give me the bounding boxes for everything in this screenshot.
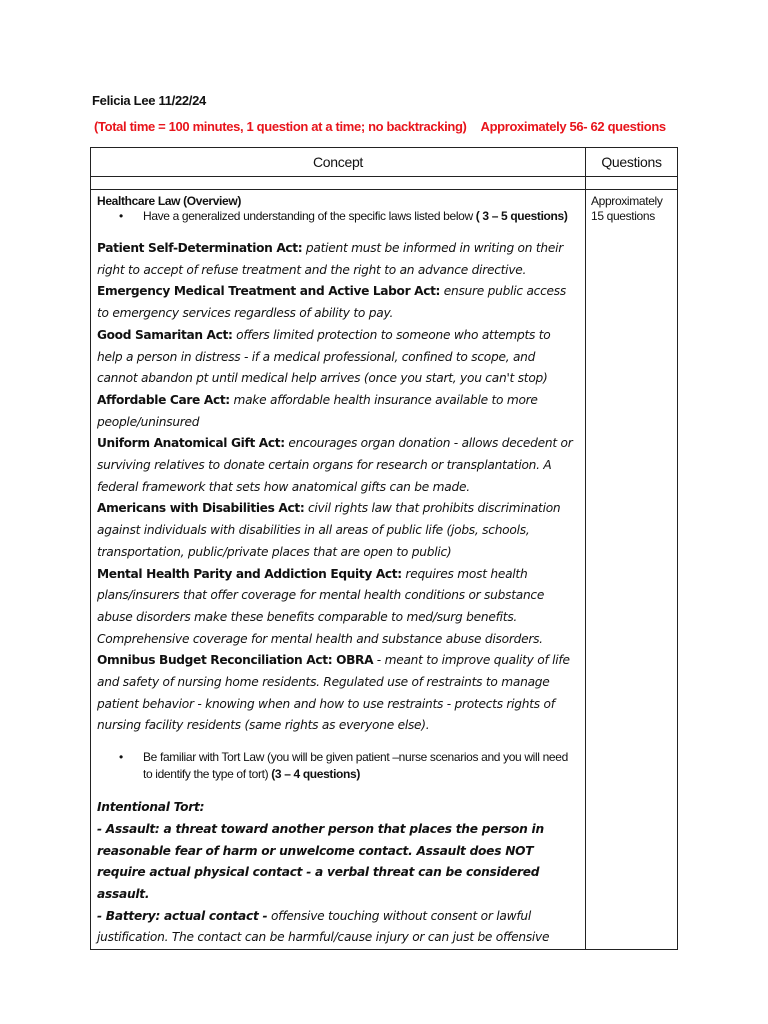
law-description: requires most health plans/insurers that offer coverage for mental health conditions or substance abuse disorders make these benefits comparable to med/surg benefits. Comprehensive coverage for mental health and substance abuse disorders. <box>97 566 545 646</box>
law-name: Americans with Disabilities Act: <box>97 501 305 516</box>
law-name: Affordable Care Act: <box>97 392 230 407</box>
law-description: ensure public access to emergency services regardless of ability to pay. <box>97 284 567 321</box>
exam-info <box>94 119 666 134</box>
law-entry <box>97 433 579 498</box>
questions-cell: Approximately 15 questions <box>586 190 678 950</box>
law-name: Patient Self-Determination Act: <box>97 241 303 255</box>
law-description: patient must be informed in writing on their right to accept of refuse treatment and the right to an advance directive. <box>97 241 564 277</box>
law-description: encourages organ donation - allows decedent or surviving relatives to donate certain organs for research or transplantation. A federal framework that sets how anatomical gifts can be made. <box>97 436 573 494</box>
author-date: Felicia Lee 11/22/24 <box>92 93 206 108</box>
law-description: civil rights law that prohibits discrimination against individuals with disabilities in all areas of public life (jobs, schools, transportation, public/private places that are open to public) <box>97 501 561 559</box>
bullet-dot-icon: • <box>119 209 123 223</box>
law-description: - meant to improve quality of life and safety of nursing home residents. Regulated use of restraints to manage patient behavior - knowing when and how to use restraints - protects rights of nursing facility residents (same rights as everyone else). <box>97 653 570 733</box>
table-header-row <box>91 148 678 177</box>
bullet-dot-icon: • <box>119 750 123 765</box>
assault-definition: - Assault: a threat toward another person that places the person in reasonable fear of harm or unwelcome contact. Assault does NOT require actual physical contact - a verbal threat can be considered assault. <box>97 821 544 901</box>
law-description: make affordable health insurance available to more people/uninsured <box>97 392 538 429</box>
topic-heading: Healthcare Law (Overview) <box>97 194 241 208</box>
battery-definition: - Battery: actual contact - offensive touching without consent or lawful justification. The contact can be harmful/cause injury or can just be offensive <box>97 908 550 945</box>
concept-table <box>90 147 678 950</box>
time-info: (Total time = 100 minutes, 1 question at a time; no backtracking) <box>94 119 467 134</box>
law-entry <box>97 564 579 651</box>
table-row <box>91 190 678 950</box>
law-entry <box>97 281 579 324</box>
question-count: Approximately 56- 62 questions <box>480 119 666 134</box>
law-name: Good Samaritan Act: <box>97 327 233 342</box>
law-name: Uniform Anatomical Gift Act: <box>97 436 285 451</box>
law-name: Mental Health Parity and Addiction Equity Act: <box>97 566 402 581</box>
tort-section <box>97 797 579 949</box>
law-description: offers limited protection to someone who attempts to help a person in distress - if a medical professional, confined to scope, and cannot abandon pt until medical help arrives (once you start, you can't stop) <box>97 327 551 386</box>
spacer-row <box>91 177 678 190</box>
law-entry <box>97 238 579 281</box>
law-entry <box>97 390 579 433</box>
law-entry <box>97 325 579 390</box>
column-header-questions: Questions <box>586 148 678 177</box>
tort-heading: Intentional Tort: <box>97 800 205 815</box>
law-list <box>97 238 579 737</box>
list-item: • Be familiar with Tort Law (you will be given patient –nurse scenarios and you will need to identify the type of tort) (3 – 4 questions) <box>119 750 568 782</box>
law-entry <box>97 498 579 563</box>
law-entry <box>97 650 579 737</box>
law-name: Omnibus Budget Reconciliation Act: OBRA <box>97 653 374 668</box>
list-item: • Have a generalized understanding of the specific laws listed below ( 3 – 5 questions) <box>119 209 568 223</box>
column-header-concept: Concept <box>91 148 586 177</box>
concept-cell <box>91 190 586 950</box>
law-name: Emergency Medical Treatment and Active Labor Act: <box>97 284 441 299</box>
